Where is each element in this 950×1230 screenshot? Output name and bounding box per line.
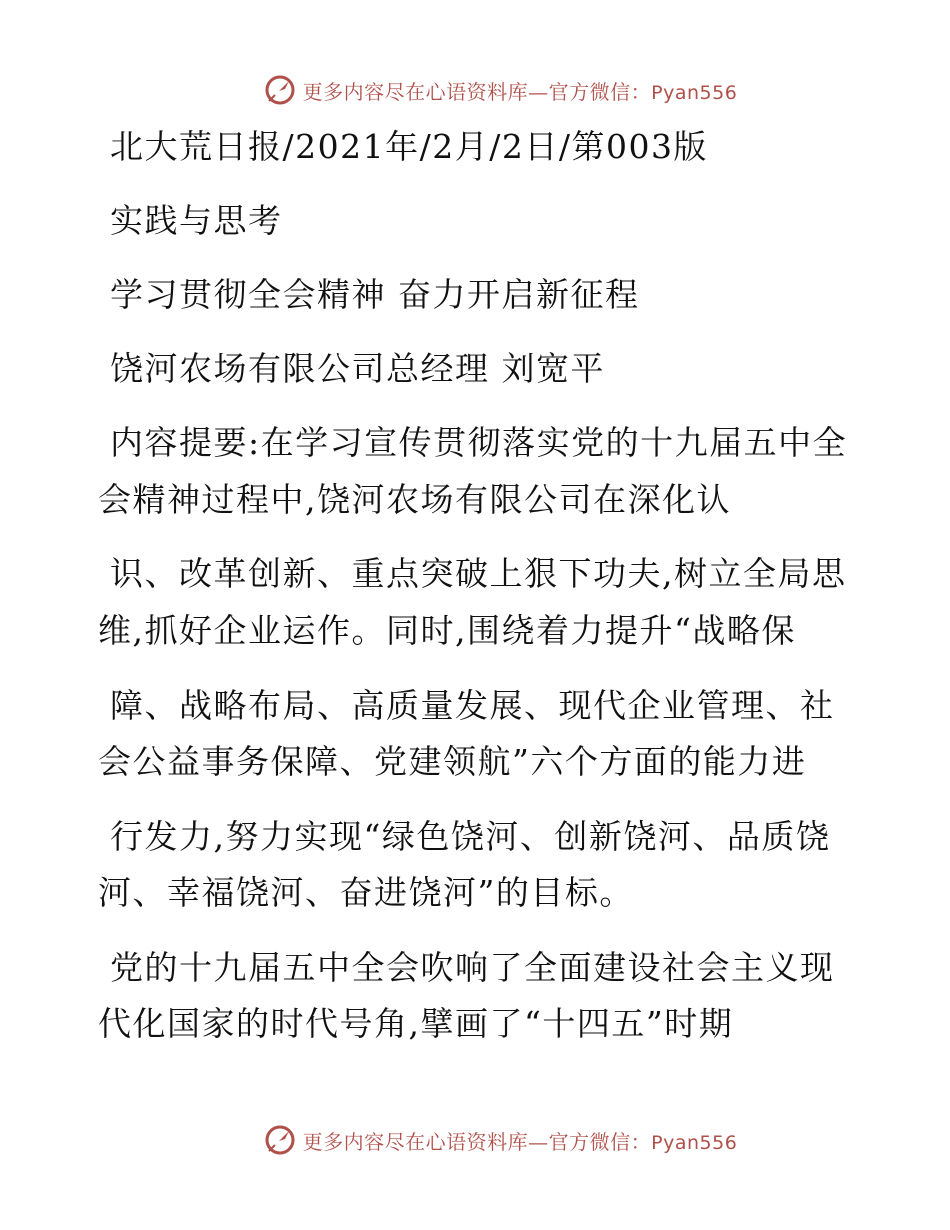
article-title: 学习贯彻全会精神 奋力开启新征程: [110, 275, 640, 314]
paragraph-line: 行发力,努力实现“绿色饶河、创新饶河、品质饶: [110, 817, 831, 856]
paragraph-line: 代化国家的时代号角,擘画了“十四五”时期: [98, 1004, 734, 1043]
paragraph-line: 河、幸福饶河、奋进饶河”的目标。: [98, 873, 634, 912]
feather-pen-logo-icon: [263, 1123, 297, 1157]
feather-pen-logo-icon: [263, 73, 297, 107]
paragraph-line: 识、改革创新、重点突破上狠下功夫,树立全局思: [110, 554, 847, 593]
watermark-text: 更多内容尽在心语资料库—官方微信：Pyan556: [302, 1129, 738, 1154]
article-source: 北大荒日报/2021年/2月/2日/第003版: [110, 127, 708, 166]
watermark-wechat-id: Pyan556: [651, 81, 738, 104]
paragraph-line: 维,抓好企业运作。同时,围绕着力提升“战略保: [98, 611, 796, 650]
paragraph-line: 党的十九届五中全会吹响了全面建设社会主义现: [110, 948, 835, 987]
watermark-text: 更多内容尽在心语资料库—官方微信：Pyan556: [302, 79, 738, 104]
article-author: 饶河农场有限公司总经理 刘宽平: [110, 349, 605, 388]
watermark-footer: [0, 1120, 950, 1160]
paragraph-line: 障、战略布局、高质量发展、现代企业管理、社: [110, 686, 835, 725]
paragraph-line: 会公益事务保障、党建领航”六个方面的能力进: [98, 742, 807, 781]
watermark-wechat-id: Pyan556: [651, 1131, 738, 1154]
paragraph-line: 会精神过程中,饶河农场有限公司在深化认: [98, 480, 731, 519]
watermark-header: [0, 70, 950, 110]
article-column: 实践与思考: [110, 201, 283, 240]
paragraph-line: 内容提要:在学习宣传贯彻落实党的十九届五中全: [110, 423, 848, 462]
